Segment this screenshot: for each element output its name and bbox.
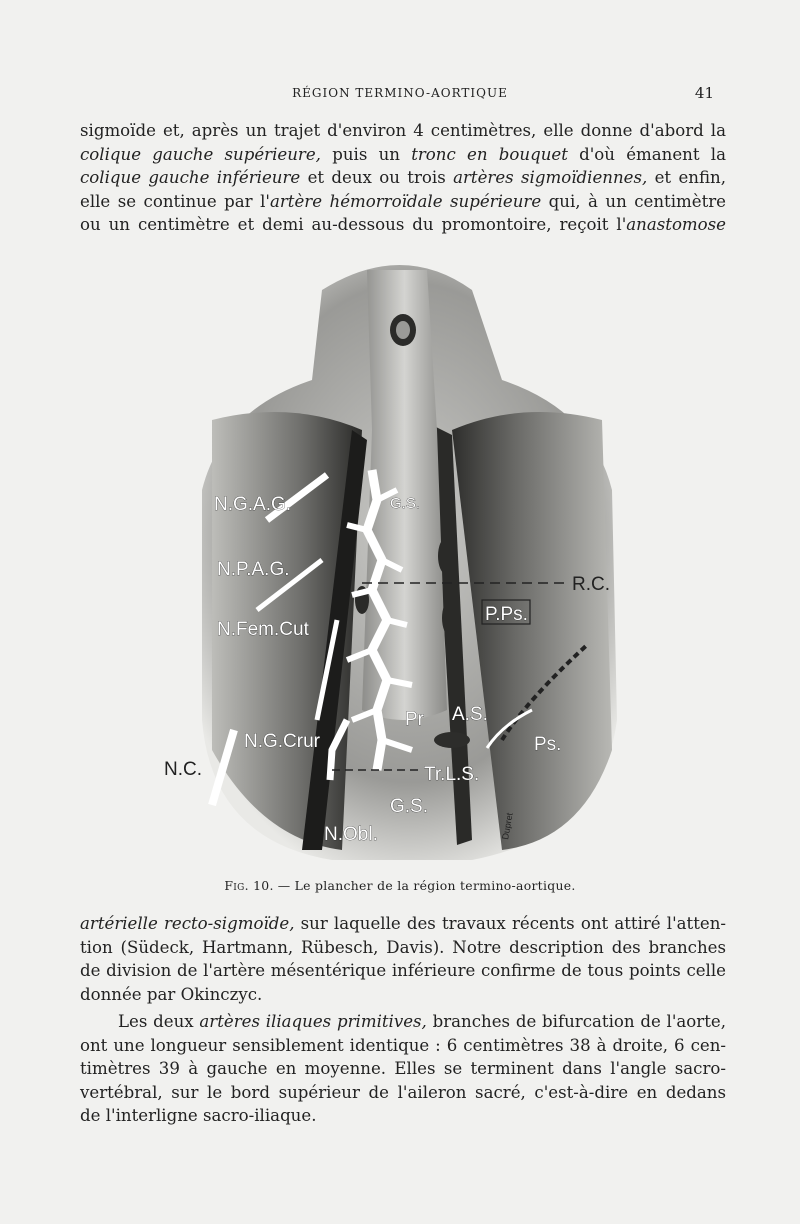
label-trls: Tr.L.S. (424, 764, 480, 785)
text-line: colique gauche inférieure et deux ou trois artères sigmoïdiennes, et enfin, (80, 168, 726, 188)
sacral-foramen (438, 538, 454, 574)
sacral-foramen (442, 600, 458, 636)
label-nfemcut: N.Fem.Cut (217, 619, 309, 640)
term-italic: colique gauche supérieure, (80, 144, 321, 164)
term-italic: artérielle recto-sigmoïde, (80, 914, 295, 933)
label-gs-top: G.S. (390, 495, 421, 512)
label-pr: Pr (405, 709, 424, 730)
text-line: elle se continue par l'artère hémorroïdale supérieure qui, à un centimètre (80, 191, 726, 211)
label-pps: P.Ps. (485, 604, 528, 625)
text-line: ou un centimètre et demi au-dessous du promontoire, reçoit l'anastomose (80, 215, 726, 235)
term-italic: tronc en bouquet (411, 144, 568, 164)
label-npag: N.P.A.G. (217, 559, 290, 580)
engraver-signature: Dupret (500, 812, 515, 841)
label-nobl: N.Obl. (324, 824, 378, 845)
caption-text: — Le plancher de la région termino-aortique. (277, 878, 576, 893)
anatomical-figure (164, 250, 642, 865)
text-line: de l'interligne sacro-iliaque. (80, 1106, 317, 1126)
text-line: vertébral, sur le bord supérieur de l'aileron sacré, c'est-à-dire en dedans (80, 1082, 726, 1102)
text-line: sigmoïde et, après un trajet d'environ 4 centimètres, elle donne d'abord la (80, 121, 726, 140)
label-gs-bottom: G.S. (390, 796, 429, 817)
paragraph-3 (80, 1010, 726, 1128)
figure-illustration (164, 250, 642, 865)
text-line: timètres 39 à gauche en moyenne. Elles se terminent dans l'angle sacro- (80, 1059, 726, 1079)
text-line: tion (Südeck, Hartmann, Rübesch, Davis). Notre description des branches (80, 937, 726, 957)
label-as: A.S. (452, 704, 488, 725)
text-line: donnée par Okinczyc. (80, 984, 263, 1004)
page-number: 41 (694, 84, 714, 102)
label-nc: N.C. (164, 759, 202, 780)
running-header (80, 84, 720, 104)
paragraph-1 (80, 119, 726, 237)
text-line: artérielle recto-sigmoïde, sur laquelle des travaux récents ont attiré l'atten- (80, 914, 726, 933)
figure-caption (80, 878, 720, 893)
label-ngcrur: N.G.Crur (244, 731, 320, 752)
term-italic: artères iliaques primitives, (199, 1012, 427, 1031)
label-ngag: N.G.A.G. (214, 494, 292, 515)
text-line: colique gauche supérieure, puis un tronc en bouquet d'où émanent la (80, 144, 726, 164)
vessel-lumen-inner (396, 321, 410, 339)
sacral-foramen (434, 732, 470, 748)
text-line: de division de l'artère mésentérique inférieure confirme de tous points celle (80, 961, 726, 981)
label-rc: R.C. (572, 574, 610, 595)
text-line: ont une longueur sensiblement identique : 6 centimètres 38 à droite, 6 cen- (80, 1035, 726, 1055)
label-ps: Ps. (534, 734, 562, 755)
running-title: RÉGION TERMINO-AORTIQUE (292, 86, 508, 100)
term-italic: colique gauche inférieure (80, 168, 301, 188)
figure-number: Fig. 10. (224, 878, 274, 893)
paragraph-2 (80, 912, 726, 1006)
term-italic: artère hémorroïdale supérieure (269, 191, 542, 211)
term-italic: anastomose (626, 215, 726, 235)
term-italic: artères sigmoïdiennes, (453, 168, 648, 188)
text-line: Les deux artères iliaques primitives, branches de bifurcation de l'aorte, (118, 1012, 726, 1031)
